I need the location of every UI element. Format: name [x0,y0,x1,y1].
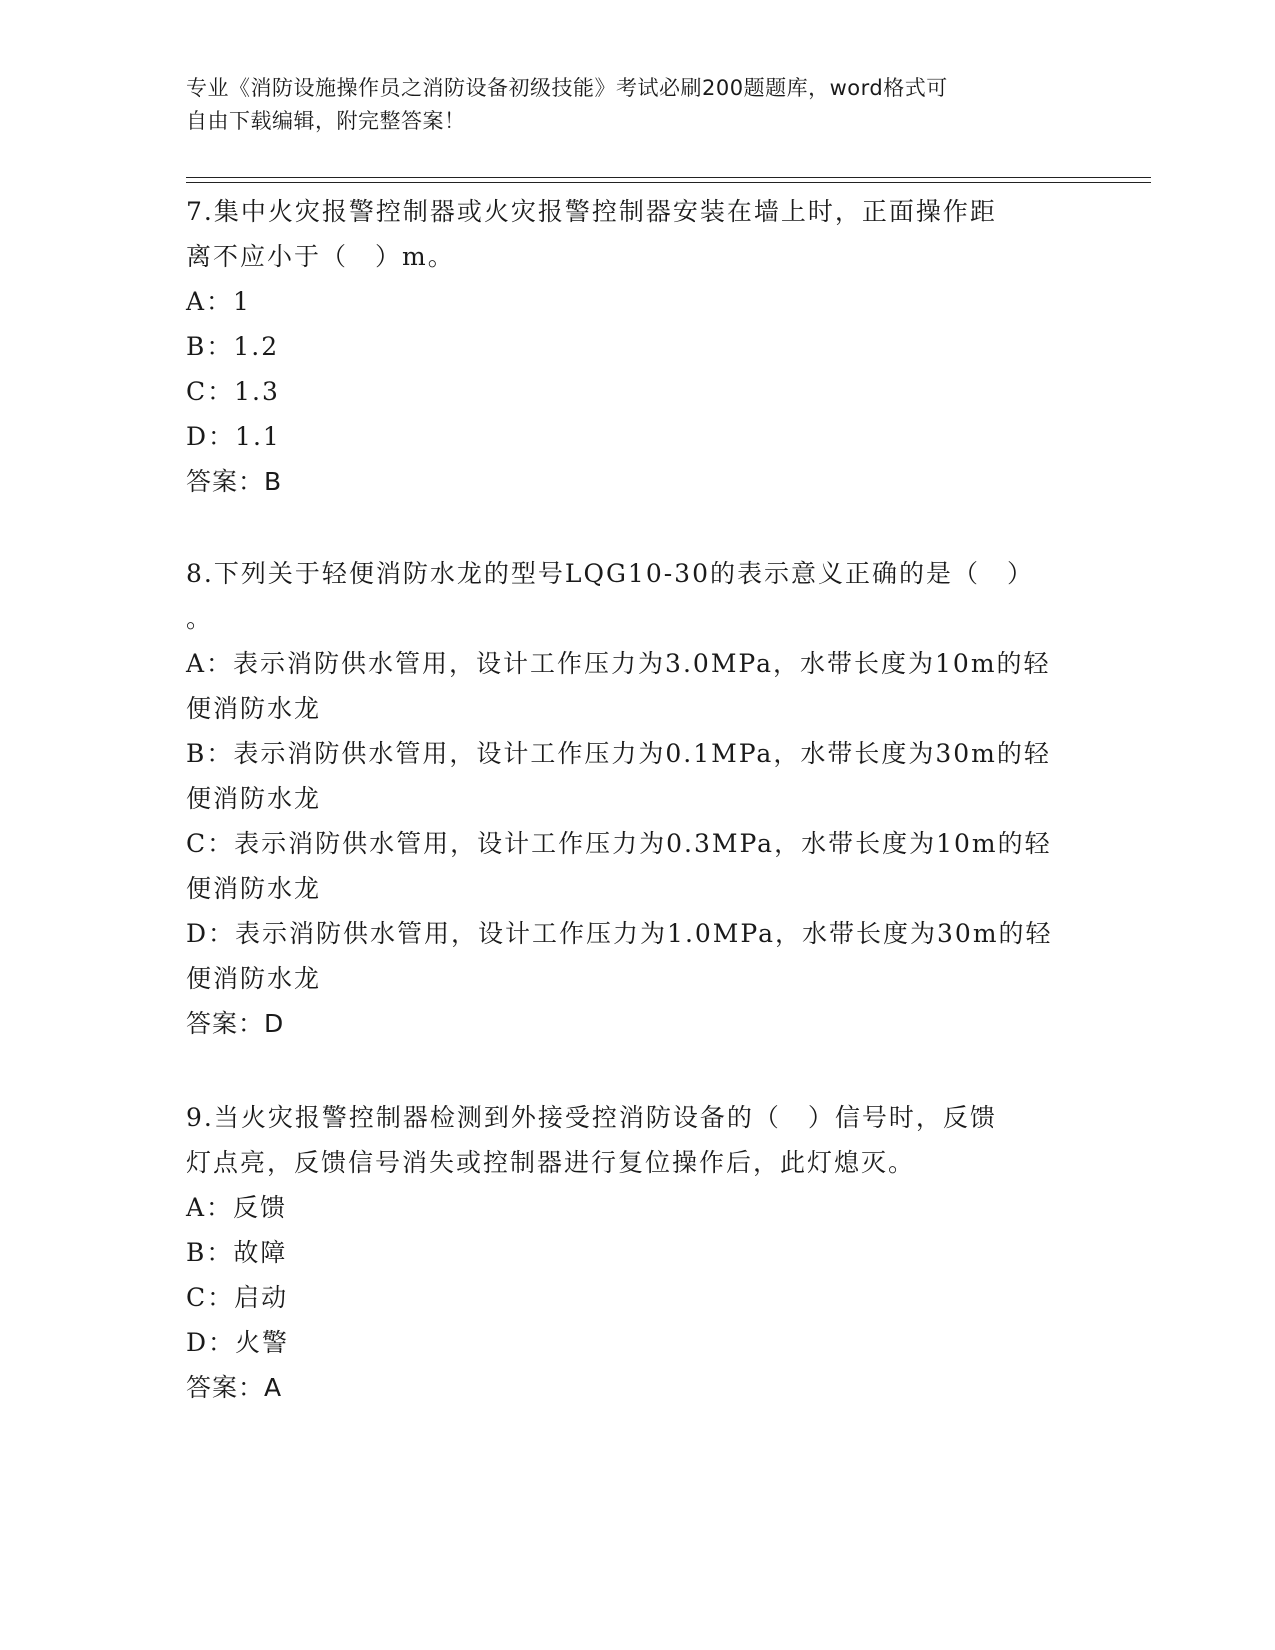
option-a: A：1 [186,287,251,316]
question-8 [186,551,1086,1046]
option-a: A：表示消防供水管用，设计工作压力为3.0MPa，水带长度为10m的轻 [186,649,1051,678]
question-stem-line: 灯点亮，反馈信号消失或控制器进行复位操作后，此灯熄灭。 [186,1148,916,1177]
option-c-continued: 便消防水龙 [186,874,322,903]
option-d: D：表示消防供水管用，设计工作压力为1.0MPa，水带长度为30m的轻 [186,919,1053,948]
option-b: B：1.2 [186,332,280,361]
header-divider-bottom [186,182,1151,183]
header-line-1: 专业《消防设施操作员之消防设备初级技能》考试必刷200题题库，word格式可 [186,76,948,100]
answer: 答案：B [186,467,283,496]
option-c: C：1.3 [186,377,280,406]
option-d-continued: 便消防水龙 [186,964,322,993]
option-a-continued: 便消防水龙 [186,694,322,723]
option-b: B：故障 [186,1238,288,1267]
option-c: C：表示消防供水管用，设计工作压力为0.3MPa，水带长度为10m的轻 [186,829,1052,858]
question-stem-line: 9.当火灾报警控制器检测到外接受控消防设备的（ ）信号时，反馈 [186,1103,997,1132]
question-7 [186,189,1086,504]
option-b: B：表示消防供水管用，设计工作压力为0.1MPa，水带长度为30m的轻 [186,739,1051,768]
header-divider-top [186,177,1151,178]
document-header [186,72,1086,138]
answer: 答案：D [186,1009,285,1038]
option-b-continued: 便消防水龙 [186,784,322,813]
option-d: D：火警 [186,1328,290,1357]
option-d: D：1.1 [186,422,281,451]
answer: 答案：A [186,1373,283,1402]
question-stem-line: 8.下列关于轻便消防水龙的型号LQG10-30的表示意义正确的是（ ） [186,559,1034,588]
option-c: C：启动 [186,1283,289,1312]
header-line-2: 自由下载编辑，附完整答案！ [186,109,466,133]
question-stem-line: 7.集中火灾报警控制器或火灾报警控制器安装在墙上时，正面操作距 [186,197,997,226]
option-a: A：反馈 [186,1193,288,1222]
question-stem-line: 离不应小于（ ）m。 [186,242,455,271]
question-stem-line: 。 [186,604,214,633]
question-9 [186,1095,1086,1410]
